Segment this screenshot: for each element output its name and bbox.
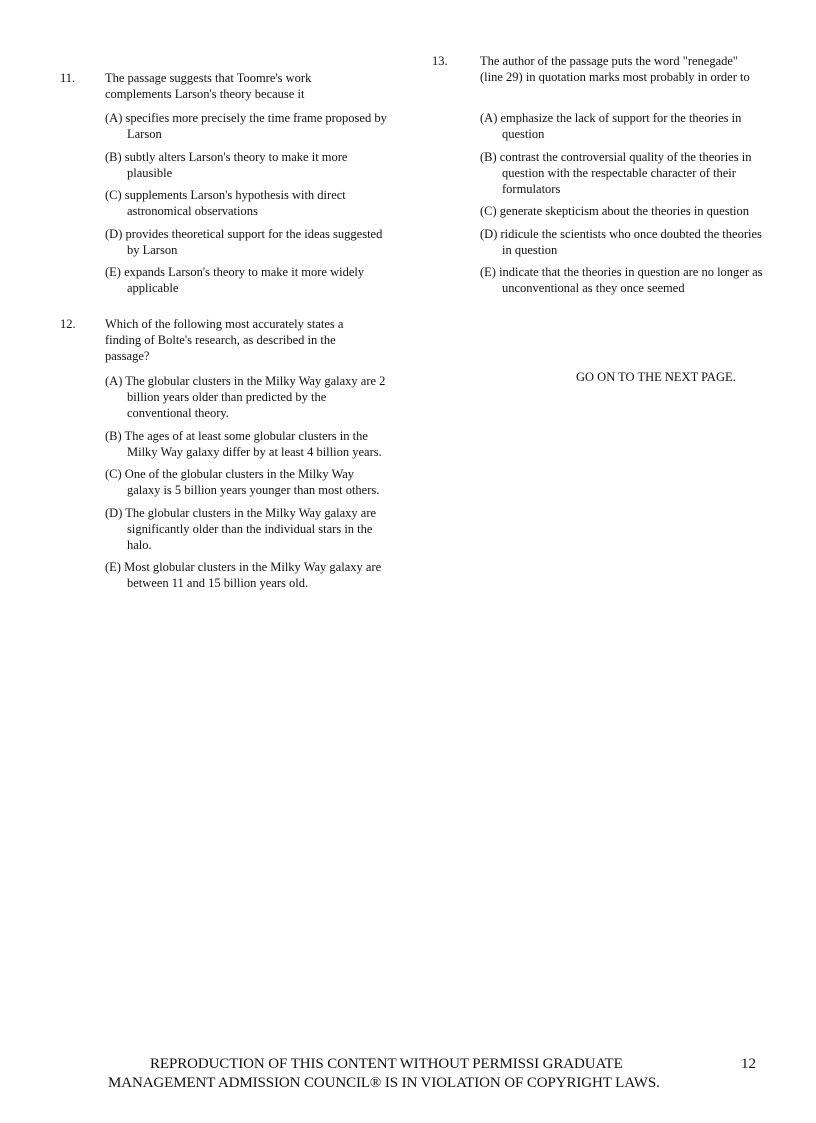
footer-copyright-line-2: MANAGEMENT ADMISSION COUNCIL® IS IN VIOLATION OF COPYRIGHT LAWS. xyxy=(108,1075,660,1091)
answer-option-c[interactable]: (C) generate skepticism about the theories in question xyxy=(480,204,750,218)
next-page-instruction: GO ON TO THE NEXT PAGE. xyxy=(576,370,736,384)
answer-option-e[interactable]: (E) Most globular clusters in the Milky Way galaxy are between 11 and 15 billion years old. xyxy=(105,560,382,590)
footer-copyright-line-1: REPRODUCTION OF THIS CONTENT WITHOUT PERMISSI GRADUATE xyxy=(150,1056,623,1072)
answer-option-a[interactable]: (A) specifies more precisely the time frame proposed by Larson xyxy=(105,111,387,141)
question-stem: The passage suggests that Toomre's work complements Larson's theory because it xyxy=(105,71,312,101)
question-number: 12. xyxy=(60,317,76,331)
question-stem: Which of the following most accurately states a finding of Bolte's research, as described in the passage? xyxy=(105,317,344,363)
question-number: 11. xyxy=(60,71,76,85)
answer-option-a[interactable]: (A) emphasize the lack of support for the theories in question xyxy=(480,111,742,141)
answer-option-d[interactable]: (D) ridicule the scientists who once doubted the theories in question xyxy=(480,226,762,257)
answer-options xyxy=(480,110,772,303)
answer-option-e[interactable]: (E) expands Larson's theory to make it more widely applicable xyxy=(105,265,365,295)
answer-option-c[interactable]: (C) supplements Larson's hypothesis with direct astronomical observations xyxy=(105,188,346,218)
answer-options xyxy=(105,110,390,303)
answer-option-e[interactable]: (E) indicate that the theories in question are no longer as unconventional as they once seemed xyxy=(480,265,763,295)
answer-option-d[interactable]: (D) provides theoretical support for the ideas suggested by Larson xyxy=(105,226,383,257)
answer-option-c[interactable]: (C) One of the globular clusters in the Milky Way galaxy is 5 billion years younger than most others. xyxy=(105,467,380,497)
answer-option-b[interactable]: (B) The ages of at least some globular clusters in the Milky Way galaxy differ by at least 4 billion years. xyxy=(105,428,382,459)
answer-option-b[interactable]: (B) subtly alters Larson's theory to make it more plausible xyxy=(105,149,348,180)
question-number: 13. xyxy=(432,54,448,68)
page-number: 12 xyxy=(741,1056,756,1072)
answer-option-d[interactable]: (D) The globular clusters in the Milky Way galaxy are significantly older than the individual stars in the halo. xyxy=(105,505,377,552)
answer-options xyxy=(105,373,390,598)
answer-option-a[interactable]: (A) The globular clusters in the Milky Way galaxy are 2 billion years older than predicted by the conventional theory. xyxy=(105,374,386,420)
question-stem: The author of the passage puts the word "renegade" (line 29) in quotation marks most probably in order to xyxy=(480,54,750,84)
answer-option-b[interactable]: (B) contrast the controversial quality of the theories in question with the respectable character of their formulators xyxy=(480,149,752,196)
